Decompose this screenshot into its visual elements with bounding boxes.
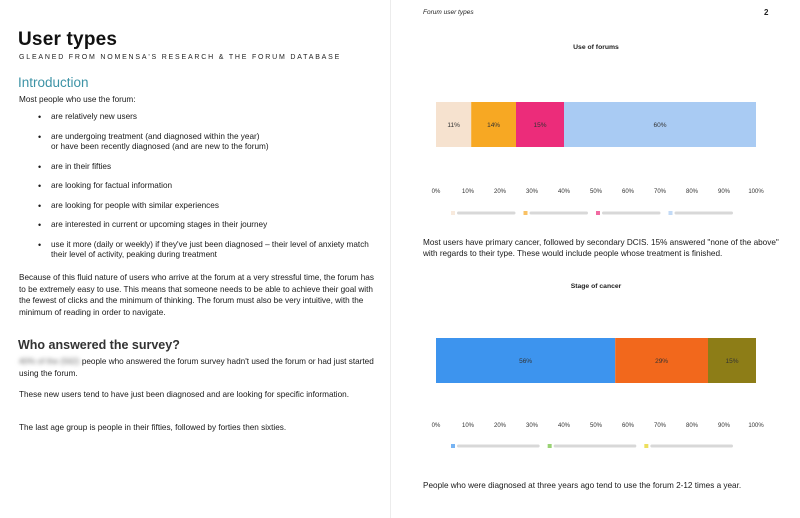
list-item: • are relatively new users xyxy=(38,112,378,123)
running-head: Forum user types xyxy=(423,9,474,16)
legend-blurred-label xyxy=(650,445,733,448)
legend-swatch xyxy=(596,211,600,215)
page-title: User types xyxy=(18,29,118,50)
page-number: 2 xyxy=(764,8,769,17)
x-tick-label: 50% xyxy=(589,423,603,429)
bar-data-label: 11% xyxy=(447,122,460,129)
x-tick-label: 80% xyxy=(685,189,699,195)
intro-lead: Most people who use the forum: xyxy=(19,95,136,104)
legend-blurred-label xyxy=(675,212,734,215)
legend-blurred-label xyxy=(457,212,516,215)
x-tick-label: 20% xyxy=(493,423,507,429)
introduction-heading: Introduction xyxy=(18,75,89,90)
age-group-paragraph: The last age group is people in their fifties, followed by forties then sixties. xyxy=(19,423,287,432)
x-tick-label: 40% xyxy=(557,423,571,429)
list-item: • are looking for factual information xyxy=(38,181,378,192)
x-tick-label: 90% xyxy=(717,423,731,429)
bar-data-label: 15% xyxy=(533,122,547,129)
x-tick-label: 100% xyxy=(748,189,764,195)
bar-data-label: 29% xyxy=(655,358,669,365)
legend-swatch xyxy=(524,211,528,215)
survey-paragraph xyxy=(19,356,379,379)
legend-swatch xyxy=(548,444,552,448)
x-tick-label: 80% xyxy=(685,423,699,429)
x-tick-label: 40% xyxy=(557,189,571,195)
diagnosis-usage-paragraph: People who were diagnosed at three years ago tend to use the forum 2-12 times a year. xyxy=(423,481,742,490)
right-page xyxy=(390,0,800,518)
legend-blurred-label xyxy=(457,445,540,448)
chart-legend xyxy=(451,444,733,448)
chart-title-use-of-forums: Use of forums xyxy=(573,44,619,51)
new-users-paragraph: These new users tend to have just been diagnosed and are looking for specific information. xyxy=(19,390,349,399)
list-item: • use it more (daily or weekly) if they've just been diagnosed – their level of anxiety match their level of activity, peaking during treatment xyxy=(38,240,378,261)
x-tick-label: 0% xyxy=(431,189,441,195)
x-tick-label: 0% xyxy=(431,423,441,429)
left-page xyxy=(0,0,390,518)
x-tick-label: 10% xyxy=(461,423,475,429)
legend-swatch xyxy=(451,211,455,215)
x-tick-label: 20% xyxy=(493,189,507,195)
chart-legend xyxy=(451,211,733,215)
x-tick-label: 100% xyxy=(748,423,764,429)
x-tick-label: 90% xyxy=(717,189,731,195)
stage-of-cancer-chart xyxy=(391,325,800,455)
legend-blurred-label xyxy=(554,445,637,448)
x-tick-label: 60% xyxy=(621,423,635,429)
x-tick-label: 50% xyxy=(589,189,603,195)
blurred-survey-figure: 40% of the (562) xyxy=(19,357,80,366)
x-tick-label: 30% xyxy=(525,189,539,195)
primary-cancer-paragraph: Most users have primary cancer, followed by secondary DCIS. 15% answered "none of the above" with regards to their type. These would include people whose treatment is finished. xyxy=(423,238,779,258)
page-subtitle: GLEANED FROM NOMENSA'S RESEARCH & THE FORUM DATABASE xyxy=(19,54,342,61)
list-item: • are interested in current or upcoming stages in their journey xyxy=(38,220,378,231)
legend-swatch xyxy=(451,444,455,448)
user-traits-list xyxy=(38,112,378,270)
bar-data-label: 60% xyxy=(653,122,667,129)
x-tick-label: 70% xyxy=(653,189,667,195)
survey-heading: Who answered the survey? xyxy=(18,338,180,352)
legend-swatch xyxy=(644,444,648,448)
bar-data-label: 15% xyxy=(725,358,739,365)
list-item: • are in their fifties xyxy=(38,162,378,173)
legend-blurred-label xyxy=(602,212,661,215)
survey-text: people who answered the forum survey hadn't used the forum or had just started using the forum. xyxy=(19,357,374,378)
x-tick-label: 70% xyxy=(653,423,667,429)
x-tick-label: 60% xyxy=(621,189,635,195)
legend-swatch xyxy=(669,211,673,215)
list-item: • are looking for people with similar experiences xyxy=(38,201,378,212)
x-tick-label: 10% xyxy=(461,189,475,195)
use-of-forums-chart xyxy=(391,80,800,225)
bar-data-label: 56% xyxy=(519,358,533,365)
legend-blurred-label xyxy=(530,212,589,215)
list-item: • are undergoing treatment (and diagnosed within the year) or have been recently diagnosed (and are new to the forum) xyxy=(38,132,378,153)
chart-title-stage-of-cancer: Stage of cancer xyxy=(570,283,622,290)
x-tick-label: 30% xyxy=(525,423,539,429)
bar-data-label: 14% xyxy=(487,122,501,129)
fluid-nature-paragraph: Because of this fluid nature of users who arrive at the forum at a very stressful time, the forum has to be extremely easy to use. This means that someone needs to be able to achieve their goal with the fewest of clicks and the minimum of thinking. The forum must also be very intuitive, with the minimum of reading in order to navigate. xyxy=(19,273,374,317)
